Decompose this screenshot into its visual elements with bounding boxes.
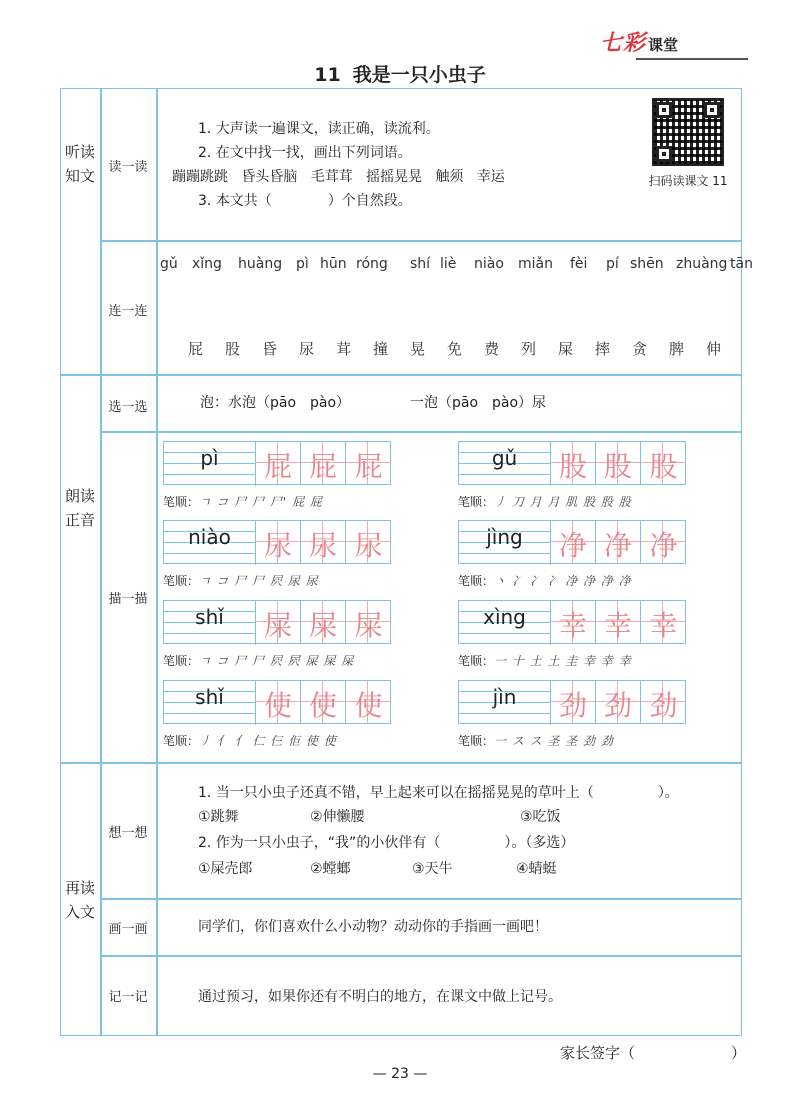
stroke-order	[458, 572, 632, 589]
trace-char: 屁	[263, 450, 292, 483]
option[interactable]: ③天牛	[412, 861, 453, 877]
stroke-sequence: 丿 亻 亻 仁 仨 佢 使 使	[199, 734, 337, 748]
link-pinyin[interactable]: pì	[296, 256, 309, 272]
trace-char-cell[interactable]	[551, 442, 596, 484]
trace-char-cell[interactable]	[301, 681, 346, 723]
sub-label-link: 连一连	[108, 304, 148, 319]
trace-char-cell[interactable]	[346, 521, 391, 563]
stroke-sequence: ㄱ コ 尸 尸 尸' 屁 屁	[199, 495, 323, 509]
think-q2-options	[198, 858, 698, 880]
read-word: 触须	[435, 169, 464, 185]
stroke-order	[458, 732, 614, 749]
qr-caption: 扫码读课文 11	[648, 174, 728, 188]
column-divider-2	[156, 88, 158, 1036]
stroke-label: 笔顺：	[458, 654, 495, 668]
trace-char: 屎	[354, 609, 383, 642]
trace-char: 使	[308, 689, 337, 722]
link-pinyin[interactable]: tān	[730, 256, 753, 272]
trace-pinyin: pì	[200, 446, 219, 470]
link-char[interactable]: 撞	[373, 340, 389, 358]
trace-char: 尿	[354, 529, 383, 562]
option[interactable]: ③吃饭	[520, 809, 561, 825]
trace-pinyin: xìng	[483, 605, 526, 629]
link-char[interactable]: 伸	[706, 340, 722, 358]
lesson-title: 我是一只小虫子	[352, 64, 486, 86]
trace-pinyin-cell	[164, 442, 256, 486]
trace-char-cell[interactable]	[551, 601, 596, 643]
link-char[interactable]: 晃	[410, 340, 426, 358]
stroke-label: 笔顺：	[163, 574, 200, 588]
trace-char: 幸	[649, 609, 678, 642]
section-label-3: 再读 入文	[64, 879, 95, 921]
trace-char: 屁	[308, 450, 337, 483]
trace-char-cell[interactable]	[551, 681, 596, 723]
trace-box[interactable]	[458, 441, 686, 485]
row-divider-think	[100, 898, 742, 900]
stroke-label: 笔顺：	[163, 495, 200, 509]
trace-pinyin-cell	[459, 601, 551, 645]
stroke-label: 笔顺：	[458, 574, 495, 588]
stroke-sequence: ㄱ コ 尸 尸 屄 屄 屎 屎 屎	[199, 654, 355, 668]
trace-char-cell[interactable]	[256, 601, 301, 643]
read-word: 蹦蹦跳跳	[172, 169, 228, 185]
trace-pinyin: gǔ	[491, 446, 518, 470]
stroke-label: 笔顺：	[458, 734, 495, 748]
link-pinyin[interactable]: pí	[606, 256, 619, 272]
link-char[interactable]: 列	[521, 340, 537, 358]
trace-pinyin: shǐ	[195, 605, 224, 629]
trace-char-cell[interactable]	[641, 442, 686, 484]
trace-char: 使	[263, 689, 292, 722]
stroke-sequence: 丿 刀 月 月 肌 股 股 股	[494, 495, 632, 509]
draw-text: 同学们，你们喜欢什么小动物？动动你的手指画一画吧！	[198, 919, 548, 935]
trace-pinyin-cell	[164, 601, 256, 645]
trace-char-cell[interactable]	[596, 681, 641, 723]
trace-char: 净	[649, 529, 678, 562]
brand-name-black: 课堂	[648, 36, 679, 54]
link-pinyin[interactable]: fèi	[570, 256, 588, 272]
read-word: 毛茸茸	[310, 169, 353, 185]
qr-code-icon[interactable]	[652, 98, 724, 166]
trace-char-cell[interactable]	[346, 681, 391, 723]
link-char[interactable]: 脾	[669, 340, 685, 358]
sub-label-choose: 选一选	[108, 400, 148, 415]
trace-pinyin: jìng	[486, 525, 523, 549]
link-char[interactable]: 尿	[299, 340, 315, 358]
trace-box[interactable]	[458, 520, 686, 564]
stroke-order	[163, 732, 337, 749]
link-pinyin-row	[160, 256, 753, 276]
section-divider-1	[60, 374, 742, 376]
trace-char: 股	[558, 450, 587, 483]
trace-char: 幸	[558, 609, 587, 642]
trace-char-cell[interactable]	[256, 681, 301, 723]
trace-char: 净	[558, 529, 587, 562]
stroke-sequence: ㄱ コ 尸 尸 屄 尿 尿	[199, 574, 319, 588]
link-pinyin[interactable]: liè	[440, 256, 457, 272]
trace-box[interactable]	[163, 680, 391, 724]
think-q1: 1. 当一只小虫子还真不错，早上起来可以在摇摇晃晃的草叶上（ ）。	[198, 785, 679, 801]
trace-char: 劲	[603, 689, 632, 722]
lesson-number: 11	[314, 64, 341, 86]
trace-char-cell[interactable]	[346, 442, 391, 484]
trace-char: 尿	[308, 529, 337, 562]
stroke-order	[458, 652, 632, 669]
trace-char-cell[interactable]	[641, 521, 686, 563]
stroke-order	[163, 652, 354, 669]
think-q2: 2. 作为一只小虫子，“我”的小伙伴有（ ）。（多选）	[198, 835, 575, 851]
trace-char: 股	[649, 450, 678, 483]
section-label-1: 听读 知文	[64, 143, 95, 185]
link-pinyin[interactable]: niào	[474, 256, 504, 272]
link-pinyin[interactable]: shēn	[630, 256, 664, 272]
trace-char-cell[interactable]	[346, 601, 391, 643]
trace-pinyin: shǐ	[195, 685, 224, 709]
trace-char-cell[interactable]	[551, 521, 596, 563]
stroke-label: 笔顺：	[458, 495, 495, 509]
link-pinyin[interactable]: zhuàng	[676, 256, 728, 272]
trace-pinyin-cell	[164, 521, 256, 565]
read-q1: 1. 大声读一遍课文，读正确，读流利。	[198, 121, 440, 137]
sub-label-note: 记一记	[108, 990, 148, 1005]
link-char[interactable]: 屁	[188, 340, 204, 358]
brand-logo	[600, 26, 750, 60]
read-word-list	[172, 166, 505, 188]
trace-char: 尿	[263, 529, 292, 562]
note-text: 通过预习，如果你还有不明白的地方，在课文中做上记号。	[198, 989, 562, 1005]
trace-char: 屁	[354, 450, 383, 483]
trace-char-cell[interactable]	[301, 601, 346, 643]
trace-box[interactable]	[458, 600, 686, 644]
sub-label-read: 读一读	[108, 160, 148, 175]
row-divider-draw	[100, 955, 742, 957]
choose-item-a[interactable]: 泡：水泡（pāo pào）	[200, 395, 351, 411]
parent-signature[interactable]: 家长签字（ ）	[560, 1044, 747, 1062]
choose-item-b[interactable]: 一泡（pāo pào）尿	[410, 395, 547, 411]
page-title	[0, 60, 800, 87]
link-char[interactable]: 免	[447, 340, 463, 358]
stroke-sequence: 一 十 土 土 圭 幸 幸 幸	[494, 654, 632, 668]
row-divider-choose	[100, 431, 742, 433]
trace-char: 屎	[263, 609, 292, 642]
stroke-sequence: 丶 冫 冫 冫 净 净 净 净	[494, 574, 632, 588]
trace-char-cell[interactable]	[301, 442, 346, 484]
trace-box[interactable]	[163, 520, 391, 564]
option[interactable]: ②螳螂	[310, 861, 351, 877]
read-q2: 2. 在文中找一找，画出下列词语。	[198, 145, 412, 161]
link-char-row	[160, 338, 740, 360]
stroke-order	[163, 493, 323, 510]
trace-box[interactable]	[163, 441, 391, 485]
column-divider-1	[100, 88, 102, 1036]
trace-char: 股	[603, 450, 632, 483]
row-divider-read	[100, 240, 742, 242]
option[interactable]: ②伸懒腰	[310, 809, 365, 825]
sub-label-draw: 画一画	[108, 922, 148, 937]
trace-pinyin: jìn	[492, 685, 517, 709]
link-char[interactable]: 昏	[262, 340, 278, 358]
section-label-2: 朗读 正音	[64, 487, 95, 529]
trace-char: 劲	[558, 689, 587, 722]
link-pinyin[interactable]: gǔ	[160, 256, 178, 272]
link-char[interactable]: 费	[484, 340, 500, 358]
stroke-order	[163, 572, 319, 589]
link-char[interactable]: 摔	[595, 340, 611, 358]
stroke-label: 笔顺：	[163, 734, 200, 748]
trace-char-cell[interactable]	[596, 601, 641, 643]
option[interactable]: ①跳舞	[198, 809, 239, 825]
sub-label-think: 想一想	[108, 826, 148, 841]
trace-pinyin-cell	[459, 442, 551, 486]
sub-label-trace: 描一描	[108, 592, 148, 607]
link-pinyin[interactable]: hūn	[320, 256, 347, 272]
think-q1-options	[198, 806, 698, 828]
link-char[interactable]: 屎	[558, 340, 574, 358]
trace-box[interactable]	[163, 600, 391, 644]
section-divider-2	[60, 762, 742, 764]
trace-char: 使	[354, 689, 383, 722]
read-word: 幸运	[476, 169, 505, 185]
trace-char-cell[interactable]	[641, 681, 686, 723]
trace-pinyin: niào	[188, 525, 231, 549]
trace-char-cell[interactable]	[301, 521, 346, 563]
trace-char-cell[interactable]	[596, 521, 641, 563]
link-pinyin[interactable]: miǎn	[518, 256, 553, 272]
stroke-label: 笔顺：	[163, 654, 200, 668]
link-pinyin[interactable]: huàng	[238, 256, 283, 272]
page-number: — 23 —	[372, 1066, 428, 1082]
trace-char-cell[interactable]	[596, 442, 641, 484]
option[interactable]: ①屎壳郎	[198, 861, 253, 877]
read-word: 昏头昏脑	[241, 169, 298, 185]
trace-char: 屎	[308, 609, 337, 642]
brand-name-red: 七彩	[600, 31, 647, 56]
trace-char: 劲	[649, 689, 678, 722]
trace-char: 净	[603, 529, 632, 562]
trace-char: 幸	[603, 609, 632, 642]
link-pinyin[interactable]: xǐng	[192, 256, 222, 272]
trace-char-cell[interactable]	[641, 601, 686, 643]
read-q3: 3. 本文共（ ）个自然段。	[198, 193, 412, 209]
link-pinyin[interactable]: shí	[410, 256, 431, 272]
link-char[interactable]: 茸	[336, 340, 352, 358]
stroke-sequence: 一 ス ス 圣 圣 劲 劲	[494, 734, 614, 748]
trace-pinyin-cell	[459, 681, 551, 725]
trace-pinyin-cell	[459, 521, 551, 565]
link-char[interactable]: 贪	[632, 340, 648, 358]
trace-char-cell[interactable]	[256, 521, 301, 563]
trace-pinyin-cell	[164, 681, 256, 725]
option[interactable]: ④蜻蜓	[516, 861, 557, 877]
trace-char-cell[interactable]	[256, 442, 301, 484]
stroke-order	[458, 493, 632, 510]
link-pinyin[interactable]: róng	[356, 256, 388, 272]
read-word: 摇摇晃晃	[366, 169, 423, 185]
link-char[interactable]: 股	[225, 340, 241, 358]
trace-box[interactable]	[458, 680, 686, 724]
